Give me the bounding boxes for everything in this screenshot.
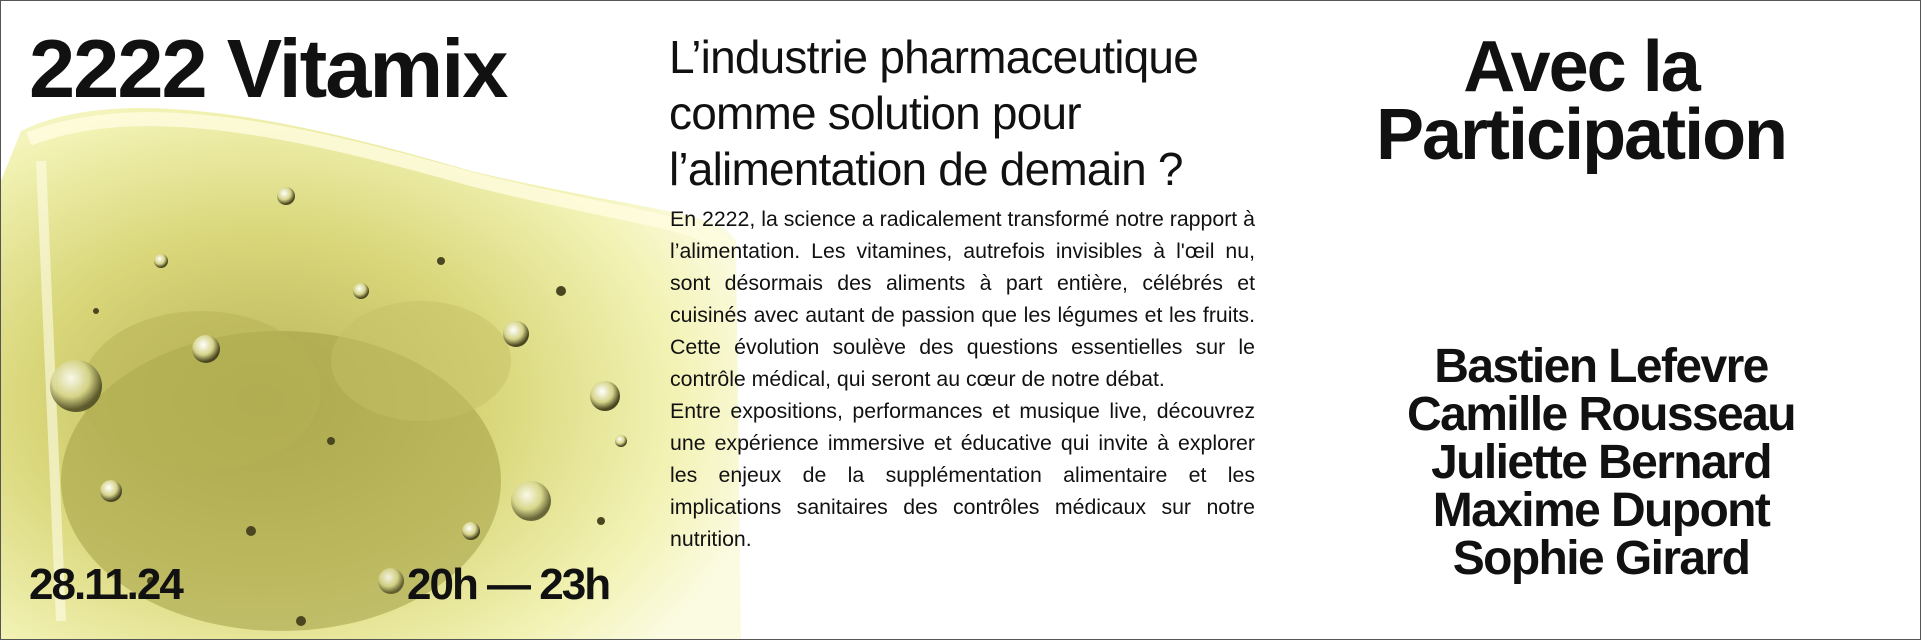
description-paragraph: Entre expositions, performances et musique live, découvrez une expérience immersive et éducative qui invite à explorer les enjeux de la supplémentation alimentaire et les implications sanitaires des contrôles médicaux sur notre nutrition. bbox=[670, 399, 1255, 551]
description-paragraph: En 2222, la science a radicalement transformé notre rapport à l’alimentation. Les vitamines, autrefois invisibles à l'œil nu, sont désormais des aliments à part entière, célébrés et cuisinés avec autant de passion que les légumes et les fruits. Cette évolution soulève des questions essentielles sur le contrôle médical, qui seront au cœur de notre débat. bbox=[670, 207, 1255, 391]
event-time: 20h — 23h bbox=[407, 560, 610, 609]
participation-heading: Avec la Participation bbox=[1375, 27, 1787, 175]
participants-list bbox=[1361, 340, 1841, 585]
participant-name: Bastien Lefevre bbox=[1434, 340, 1768, 393]
event-date: 28.11.24 bbox=[29, 560, 182, 609]
participant-name: Maxime Dupont bbox=[1432, 484, 1770, 537]
participant-name: Camille Rousseau bbox=[1407, 388, 1795, 441]
headline: L’industrie pharmaceutique comme solution pour l’alimentation de demain ? bbox=[669, 31, 1198, 195]
participant-name: Sophie Girard bbox=[1452, 532, 1750, 585]
vitamin-gel-photo bbox=[1, 61, 741, 640]
participant-name: Juliette Bernard bbox=[1431, 436, 1771, 489]
description bbox=[670, 203, 1255, 555]
event-title: 2222 Vitamix bbox=[29, 22, 507, 115]
